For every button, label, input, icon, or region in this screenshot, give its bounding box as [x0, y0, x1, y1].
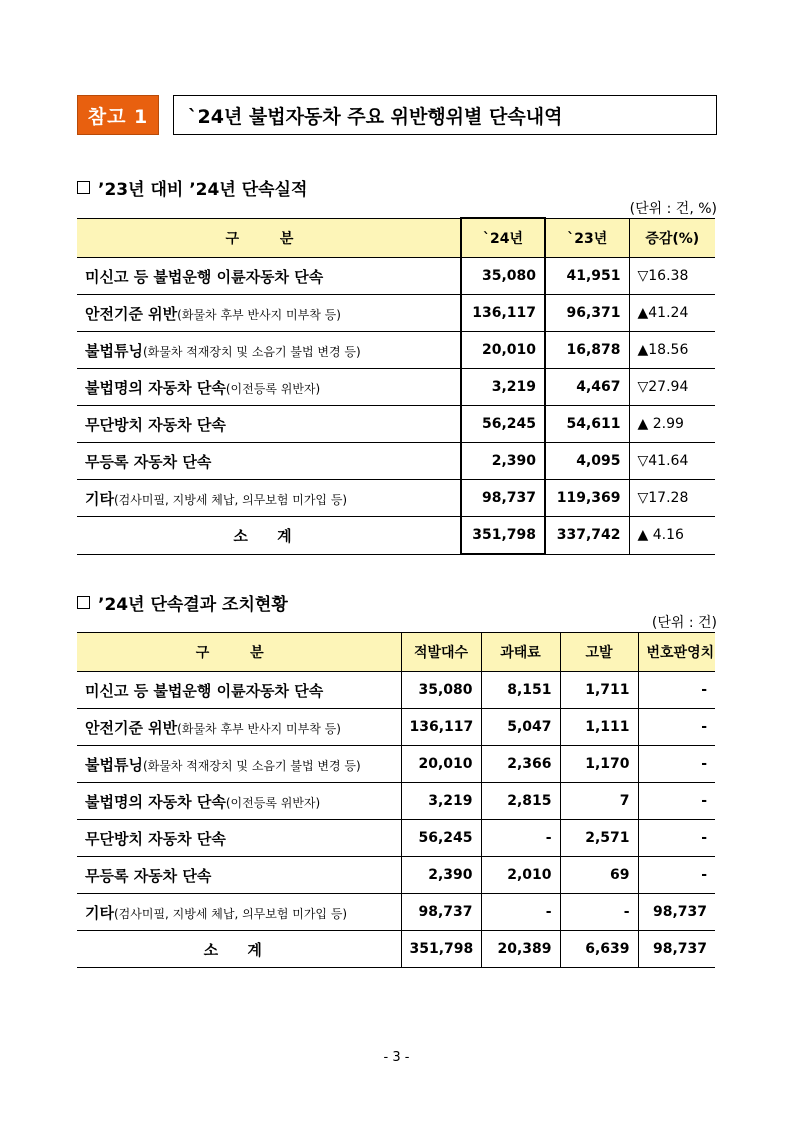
table-row [77, 820, 715, 857]
value-accusation: - [560, 894, 638, 931]
column-header-2024: `24년 [461, 218, 545, 258]
value-fine: 8,151 [481, 672, 560, 709]
row-label-main: 무단방치 자동차 단속 [85, 415, 226, 434]
row-label [77, 480, 461, 517]
value-2023: 4,467 [545, 369, 629, 406]
column-header-change: 증감(%) [629, 218, 715, 258]
row-label [77, 709, 401, 746]
row-label-note: (이전등록 위반자) [225, 381, 321, 396]
row-label [77, 783, 401, 820]
value-change: ▽17.28 [629, 480, 715, 517]
column-header-2023: `23년 [545, 218, 629, 258]
table-row [77, 443, 715, 480]
row-label-main: 안전기준 위반 [85, 718, 178, 737]
value-2024: 35,080 [461, 258, 545, 295]
row-label [77, 406, 461, 443]
row-label-main: 미신고 등 불법운행 이륜자동차 단속 [85, 267, 324, 286]
value-plate-seizure: - [638, 672, 715, 709]
value-accusation: 1,111 [560, 709, 638, 746]
row-label-main: 불법튜닝 [85, 755, 143, 774]
checkbox-icon [77, 181, 90, 194]
page-number: - 3 - [383, 1050, 410, 1065]
row-label-main: 기타 [85, 489, 114, 508]
row-label-main: 불법튜닝 [85, 341, 143, 360]
row-label [77, 332, 461, 369]
value-plate-seizure: - [638, 820, 715, 857]
column-header-fine: 과태료 [481, 633, 560, 672]
row-label-main: 미신고 등 불법운행 이륜자동차 단속 [85, 681, 324, 700]
row-label-main: 무등록 자동차 단속 [85, 866, 212, 885]
column-header-detected: 적발대수 [401, 633, 481, 672]
table-row [77, 709, 715, 746]
row-label-note: (검사미필, 지방세 체납, 의무보험 미가입 등) [113, 906, 348, 921]
row-label-main: 무단방치 자동차 단속 [85, 829, 226, 848]
document-title: `24년 불법자동차 주요 위반행위별 단속내역 [173, 95, 717, 135]
value-detected: 2,390 [401, 857, 481, 894]
action-status-table-body [77, 672, 715, 968]
value-detected: 56,245 [401, 820, 481, 857]
row-label-main: 불법명의 자동차 단속 [85, 378, 226, 397]
value-change: ▽41.64 [629, 443, 715, 480]
row-label-main: 안전기준 위반 [85, 304, 178, 323]
value-2024: 98,737 [461, 480, 545, 517]
value-plate-seizure: - [638, 746, 715, 783]
row-label-note: (화물차 적재장치 및 소음기 불법 변경 등) [142, 758, 361, 773]
row-label [77, 857, 401, 894]
value-fine: 2,815 [481, 783, 560, 820]
value-change: ▲41.24 [629, 295, 715, 332]
value-2024: 20,010 [461, 332, 545, 369]
table-row [77, 369, 715, 406]
checkbox-icon [77, 596, 90, 609]
row-label-note: (화물차 적재장치 및 소음기 불법 변경 등) [142, 344, 361, 359]
value-change: ▽27.94 [629, 369, 715, 406]
column-header-plate-seizure: 번호판영치 [638, 633, 715, 672]
row-label [77, 672, 401, 709]
value-detected: 20,010 [401, 746, 481, 783]
value-plate-seizure: 98,737 [638, 894, 715, 931]
value-fine: - [481, 894, 560, 931]
column-header-category: 구 분 [77, 633, 401, 672]
section2-unit: (단위 : 건) [651, 615, 717, 631]
total-label: 소 계 [77, 931, 401, 968]
value-accusation: 1,711 [560, 672, 638, 709]
value-change: ▲ 2.99 [629, 406, 715, 443]
value-2023: 4,095 [545, 443, 629, 480]
table-row [77, 746, 715, 783]
total-label: 소 계 [77, 517, 461, 555]
page-header [77, 95, 717, 135]
value-2023: 119,369 [545, 480, 629, 517]
value-fine: 2,366 [481, 746, 560, 783]
total-change: ▲ 4.16 [629, 517, 715, 555]
value-2024: 2,390 [461, 443, 545, 480]
row-label [77, 369, 461, 406]
row-label [77, 746, 401, 783]
table-row [77, 672, 715, 709]
section1-title [77, 175, 307, 200]
section2-title-text: ’24년 단속결과 조치현황 [98, 595, 288, 615]
value-2024: 136,117 [461, 295, 545, 332]
value-detected: 136,117 [401, 709, 481, 746]
row-label-note: (화물차 후부 반사지 미부착 등) [177, 721, 341, 736]
value-fine: 5,047 [481, 709, 560, 746]
table-row [77, 857, 715, 894]
table-header-row [77, 633, 715, 672]
table-row [77, 406, 715, 443]
column-header-accusation: 고발 [560, 633, 638, 672]
total-row [77, 931, 715, 968]
row-label [77, 443, 461, 480]
table-row [77, 894, 715, 931]
table-row [77, 332, 715, 369]
total-row [77, 517, 715, 555]
row-label-note: (이전등록 위반자) [225, 795, 321, 810]
value-2023: 41,951 [545, 258, 629, 295]
value-change: ▽16.38 [629, 258, 715, 295]
comparison-table [77, 217, 715, 555]
row-label [77, 820, 401, 857]
value-plate-seizure: - [638, 857, 715, 894]
value-plate-seizure: - [638, 783, 715, 820]
total-accusation: 6,639 [560, 931, 638, 968]
value-accusation: 69 [560, 857, 638, 894]
total-fine: 20,389 [481, 931, 560, 968]
value-fine: - [481, 820, 560, 857]
value-2023: 54,611 [545, 406, 629, 443]
row-label [77, 295, 461, 332]
table-row [77, 783, 715, 820]
value-accusation: 2,571 [560, 820, 638, 857]
value-detected: 3,219 [401, 783, 481, 820]
row-label-main: 무등록 자동차 단속 [85, 452, 212, 471]
section1-unit: (단위 : 건, %) [629, 201, 717, 217]
table-header-row [77, 218, 715, 258]
value-detected: 35,080 [401, 672, 481, 709]
total-detected: 351,798 [401, 931, 481, 968]
value-change: ▲18.56 [629, 332, 715, 369]
total-2023: 337,742 [545, 517, 629, 555]
table-row [77, 258, 715, 295]
column-header-category: 구 분 [77, 218, 461, 258]
row-label-main: 불법명의 자동차 단속 [85, 792, 226, 811]
row-label-note: (검사미필, 지방세 체납, 의무보험 미가입 등) [113, 492, 348, 507]
section1-title-text: ’23년 대비 ’24년 단속실적 [98, 180, 308, 200]
action-status-table [77, 632, 715, 968]
value-2024: 3,219 [461, 369, 545, 406]
total-plate-seizure: 98,737 [638, 931, 715, 968]
table-row [77, 480, 715, 517]
value-detected: 98,737 [401, 894, 481, 931]
row-label-note: (화물차 후부 반사지 미부착 등) [177, 307, 341, 322]
value-plate-seizure: - [638, 709, 715, 746]
section2-title [77, 590, 288, 615]
comparison-table-body [77, 258, 715, 555]
value-2023: 96,371 [545, 295, 629, 332]
reference-badge: 참고 1 [77, 95, 159, 135]
value-2023: 16,878 [545, 332, 629, 369]
value-accusation: 7 [560, 783, 638, 820]
value-2024: 56,245 [461, 406, 545, 443]
row-label-main: 기타 [85, 903, 114, 922]
value-fine: 2,010 [481, 857, 560, 894]
total-2024: 351,798 [461, 517, 545, 555]
value-accusation: 1,170 [560, 746, 638, 783]
row-label [77, 258, 461, 295]
table-row [77, 295, 715, 332]
row-label [77, 894, 401, 931]
